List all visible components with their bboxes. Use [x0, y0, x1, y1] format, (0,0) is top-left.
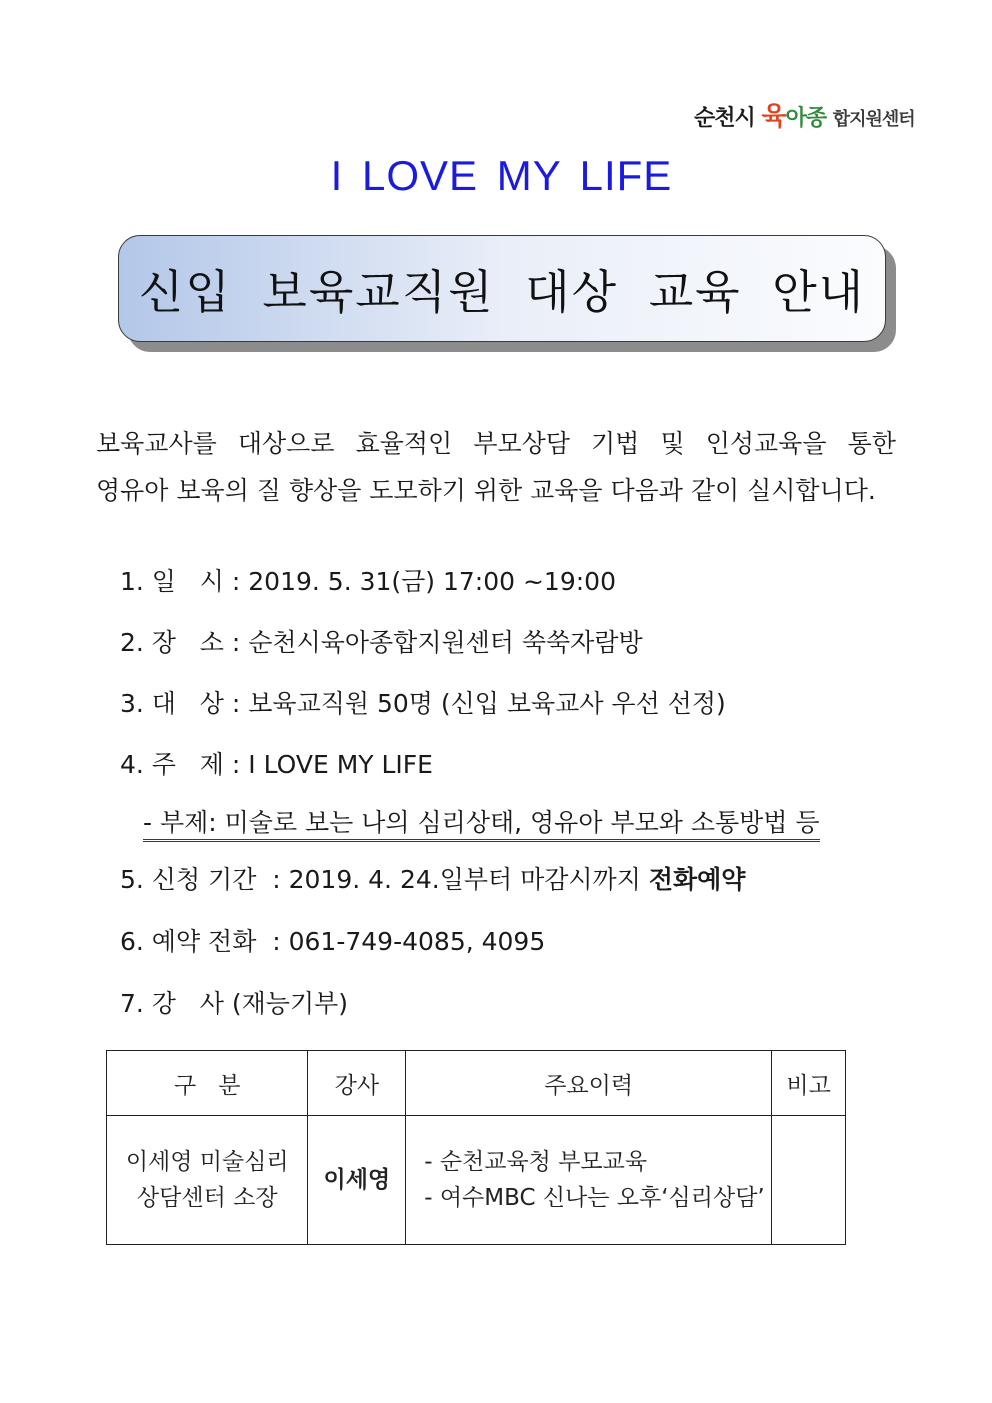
- cell-instructor: 이세영: [308, 1116, 406, 1245]
- banner-heading: 신입 보육교직원 대상 교육 안내: [118, 235, 886, 342]
- item-instructor: 7. 강 사 (재능기부): [120, 989, 349, 1018]
- item-target: 3. 대 상 : 보육교직원 50명 (신입 보육교사 우선 선정): [120, 689, 726, 718]
- cell-division: 이세영 미술심리 상담센터 소장: [107, 1116, 308, 1245]
- intro-line-2: 영유아 보육의 질 향상을 도모하기 위한 교육을 다음과 같이 실시합니다.: [96, 476, 876, 505]
- item-application-period: 5. 신청 기간 : 2019. 4. 24.일부터 마감시까지 전화예약: [120, 865, 746, 894]
- intro-word: 대상으로: [237, 429, 335, 458]
- header-division: 구 분: [107, 1051, 308, 1116]
- intro-word: 인성교육을: [705, 429, 827, 458]
- intro-word: 부모상담: [473, 429, 570, 458]
- cell-career: - 순천교육청 부모교육 - 여수MBC 신나는 오후‘심리상담’: [406, 1116, 772, 1245]
- item-phone: 6. 예약 전화 : 061-749-4085, 4095: [120, 927, 546, 956]
- intro-paragraph: [96, 420, 896, 514]
- item-datetime: 1. 일 시 : 2019. 5. 31(금) 17:00 ~19:00: [120, 567, 616, 596]
- subtopic: - 부제: 미술로 보는 나의 심리상태, 영유아 부모와 소통방법 등: [143, 803, 820, 839]
- cell-note: [772, 1116, 846, 1245]
- table-row: [107, 1116, 846, 1245]
- document-title: I LOVE MY LIFE: [330, 152, 673, 199]
- instructor-table: [106, 1050, 846, 1245]
- intro-word: 보육교사를: [96, 429, 217, 458]
- item-place: 2. 장 소 : 순천시육아종합지원센터 쑥쑥자람방: [120, 628, 643, 657]
- phone-reservation-emphasis: 전화예약: [648, 865, 746, 894]
- organization-logo: 순천시 육아종 합지원센터: [694, 102, 915, 132]
- intro-word: 기법: [591, 429, 640, 458]
- item-topic: 4. 주 제 : I LOVE MY LIFE: [120, 750, 433, 779]
- intro-line-1: [96, 420, 896, 467]
- table-header-row: [107, 1051, 846, 1116]
- intro-word: 및: [660, 429, 685, 458]
- header-instructor: 강사: [308, 1051, 406, 1116]
- intro-word: 통한: [847, 429, 896, 458]
- header-note: 비고: [772, 1051, 846, 1116]
- header-career: 주요이력: [406, 1051, 772, 1116]
- intro-word: 효율적인: [355, 429, 453, 458]
